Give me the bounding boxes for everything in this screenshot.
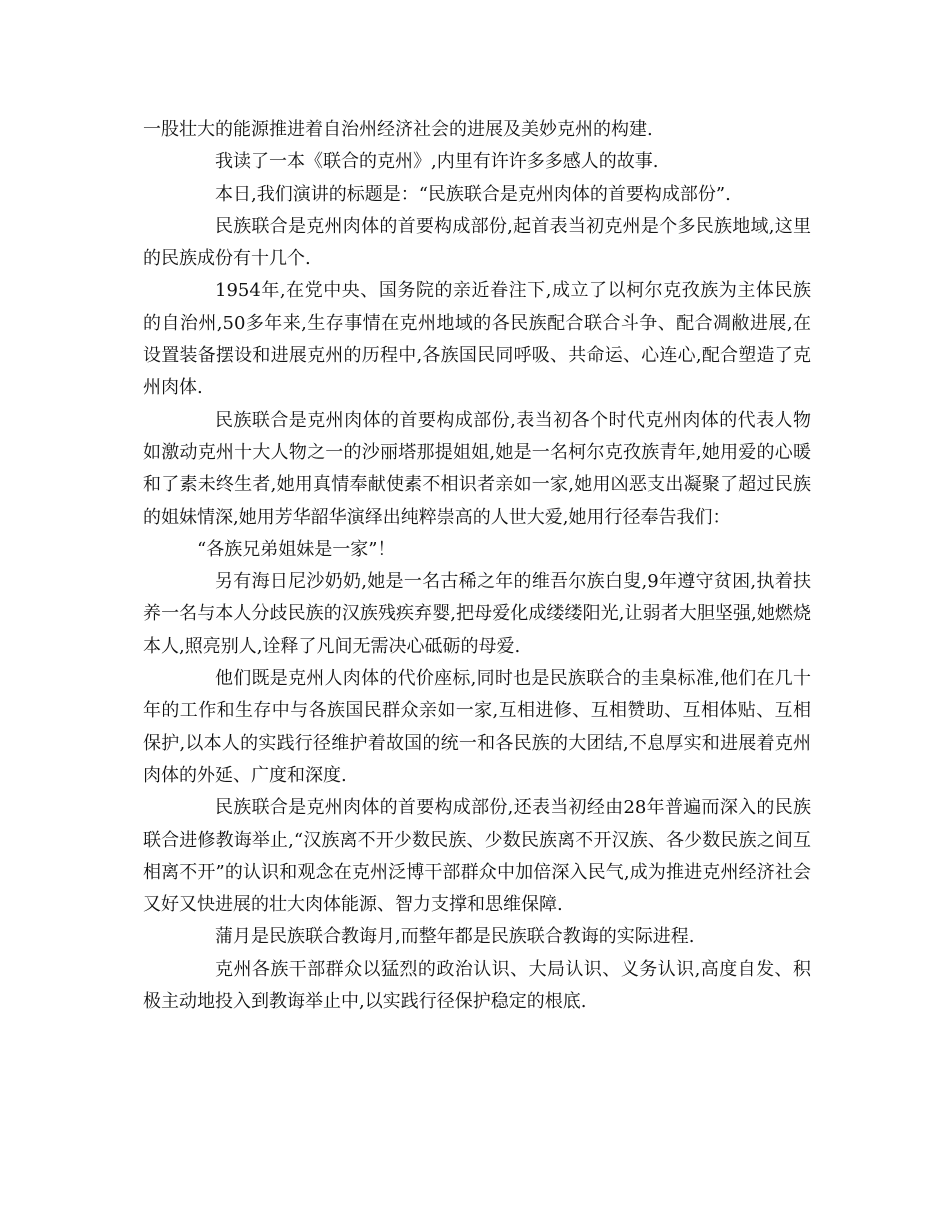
- paragraph: 蒲月是民族联合教诲月,而整年都是民族联合教诲的实际进程.: [215, 926, 695, 948]
- paragraph: 1954年,在党中央、国务院的亲近眷注下,成立了以柯尔克孜族为主体民族的自治州,50多年来,生存事情在克州地域的各民族配合联合斗争、配合凋敝进展,在设置装备摆设和进展克州的历程中,各族国民同呼吸、共命运、心连心,配合塑造了克州肉体.: [143, 280, 811, 399]
- paragraph: 他们既是克州人肉体的代价座标,同时也是民族联合的圭臬标准,他们在几十年的工作和生存中与各族国民群众亲如一家,互相进修、互相赞助、互相体贴、互相保护,以本人的实践行径维护着故国的统一和各民族的大团结,不息厚实和进展着克州肉体的外延、广度和深度.: [143, 668, 811, 786]
- paragraph: 克州各族干部群众以猛烈的政治认识、大局认识、义务认识,高度自发、积极主动地投入到教诲举止中,以实践行径保护稳定的根底.: [143, 958, 811, 1013]
- paragraph: 民族联合是克州肉体的首要构成部份,表当初各个时代克州肉体的代表人物如激动克州十大人物之一的沙丽塔那提姐姐,她是一名柯尔克孜族青年,她用爱的心暖和了素未终生者,她用真情奉献使素不相识者亲如一家,她用凶恶支出凝聚了超过民族的姐妹情深,她用芳华韶华演绎出纯粹崇高的人世大爱,她用行径奉告我们：: [143, 409, 811, 528]
- paragraph: 一股壮大的能源推进着自治州经济社会的进展及美妙克州的构建.: [143, 119, 653, 140]
- paragraph: 我读了一本《联合的克州》,内里有许许多多感人的故事.: [215, 151, 659, 173]
- paragraph: 另有海日尼沙奶奶,她是一名古稀之年的维吾尔族白叟,9年遵守贫困,执着扶养一名与本人分歧民族的汉族残疾弃婴,把母爱化成缕缕阳光,让弱者大胆坚强,她燃烧本人,照亮别人,诠释了凡间无需决心砥砺的母爱.: [143, 571, 811, 657]
- paragraph: 本日,我们演讲的标题是：“民族联合是克州肉体的首要构成部份”.: [215, 183, 731, 205]
- quote-paragraph: “各族兄弟姐妹是一家”！: [197, 538, 396, 560]
- paragraph: 民族联合是克州肉体的首要构成部份,起首表当初克州是个多民族地域,这里的民族成份有十几个.: [143, 215, 811, 270]
- document-body: [143, 114, 811, 1018]
- paragraph: 民族联合是克州肉体的首要构成部份,还表当初经由28年普遍而深入的民族联合进修教诲举止,“汉族离不开少数民族、少数民族离不开汉族、各少数民族之间互相离不开”的认识和观念在克州泛博干部群众中加倍深入民气,成为推进克州经济社会又好又快进展的壮大肉体能源、智力支撑和思维保障.: [143, 797, 811, 916]
